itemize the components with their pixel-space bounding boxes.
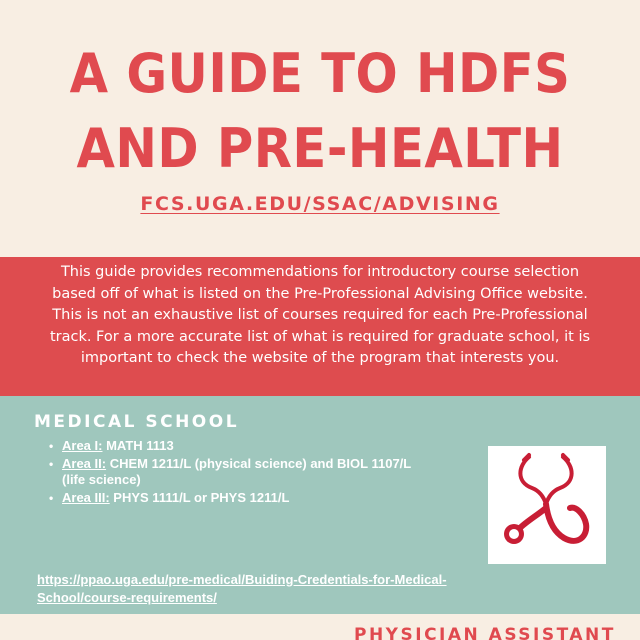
intro-text: This guide provides recommendations for introductory course selection based off of what is listed on the Pre-Professional Advising Office website. This is not an exhaustive list of courses required for each Pre-Professional track. For a more accurate list of what is required for graduate school, it is important to check the website of the program that interests you. (49, 264, 591, 366)
medical-requirements-link[interactable]: https://ppao.uga.edu/pre-medical/Buiding-Credentials-for-Medical-School/course-requirements/ (37, 572, 447, 605)
physician-assistant-section (0, 614, 640, 640)
physician-assistant-heading: PHYSICIAN ASSISTANT (354, 625, 616, 640)
area-label: Area III: (62, 490, 110, 505)
page-title-line-1: A GUIDE TO HDFS (69, 42, 571, 105)
medical-school-heading: MEDICAL SCHOOL (34, 412, 240, 432)
area-courses: CHEM 1211/L (physical science) and BIOL 1107/L (life science) (62, 456, 411, 487)
page-title-line-2: AND PRE-HEALTH (76, 117, 564, 180)
bullet-icon: • (49, 439, 54, 453)
course-area-list (49, 438, 422, 508)
list-item (49, 456, 422, 488)
list-item (49, 490, 422, 506)
area-label: Area I: (62, 438, 103, 453)
area-courses: PHYS 1111/L or PHYS 1211/L (109, 490, 290, 505)
bullet-icon: • (49, 457, 54, 471)
medical-school-section (0, 396, 640, 614)
intro-banner (0, 257, 640, 396)
bullet-icon: • (49, 491, 54, 505)
stethoscope-icon (488, 446, 606, 564)
area-courses: MATH 1113 (102, 438, 174, 453)
area-label: Area II: (62, 456, 107, 471)
stethoscope-image (488, 446, 606, 564)
list-item (49, 438, 422, 454)
header-section (0, 0, 640, 257)
advising-url-link[interactable]: FCS.UGA.EDU/SSAC/ADVISING (140, 193, 500, 215)
